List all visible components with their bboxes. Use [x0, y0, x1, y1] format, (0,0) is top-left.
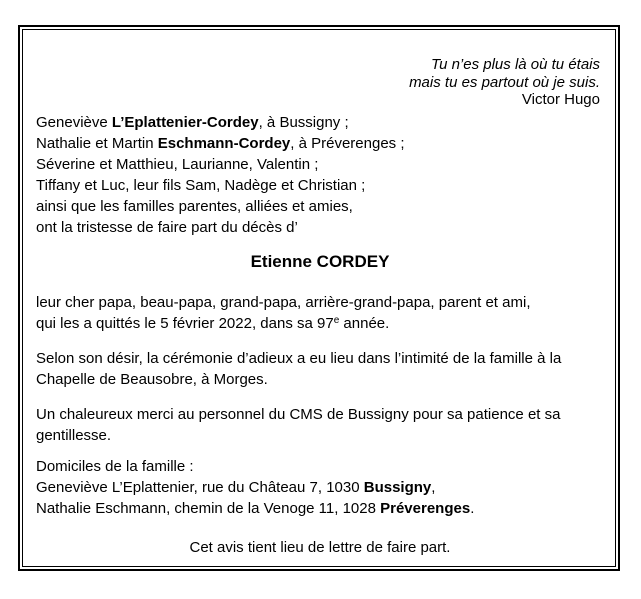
family-line-1 — [36, 112, 604, 133]
announcement-frame — [18, 25, 620, 571]
tribute-paragraph — [36, 292, 604, 334]
tribute-line-1: leur cher papa, beau-papa, grand-papa, arrière-grand-papa, parent et ami, — [36, 293, 531, 311]
ceremony-paragraph: Selon son désir, la cérémonie d’adieux a eu lieu dans l’intimité de la famille à la Chapelle de Beausobre, à Morges. — [36, 349, 562, 388]
family-line-2-pre: Nathalie et Martin — [36, 134, 158, 152]
tribute-line-2 — [36, 313, 604, 334]
domicile-line-2-pre: Nathalie Eschmann, chemin de la Venoge 11, 1028 — [36, 499, 381, 517]
domicile-line-1-pre: Geneviève L’Eplattenier, rue du Château 7, 1030 — [36, 478, 364, 496]
thanks-paragraph: Un chaleureux merci au personnel du CMS de Bussigny pour sa patience et sa gentillesse. — [36, 405, 561, 444]
family-line-1-pre: Geneviève — [36, 113, 112, 131]
epigraph — [36, 56, 604, 109]
announcement-inner-frame — [22, 29, 616, 567]
domicile-line-1 — [36, 477, 604, 498]
family-line-6: ont la tristesse de faire part du décès d’ — [36, 218, 298, 236]
epigraph-line-2: mais tu es partout où je suis. — [409, 73, 600, 91]
family-line-2-surname: Eschmann-Cordey — [157, 134, 291, 152]
domicile-line-2 — [36, 498, 604, 519]
family-line-1-surname: L’Eplattenier-Cordey — [111, 113, 259, 131]
epigraph-author: Victor Hugo — [521, 91, 600, 108]
domicile-line-1-post: , — [431, 478, 436, 496]
domiciles-section — [36, 456, 604, 519]
domicile-line-2-post: . — [470, 499, 475, 517]
tribute-line-2-post: année. — [339, 314, 390, 332]
family-line-3: Séverine et Matthieu, Laurianne, Valentin ; — [36, 155, 319, 173]
tribute-line-2-pre: qui les a quittés le 5 février 2022, dans sa 97 — [36, 314, 334, 332]
epigraph-line-1: Tu n’es plus là où tu étais — [431, 56, 600, 73]
domiciles-header: Domiciles de la famille : — [36, 457, 194, 475]
ordinal-superscript: e — [333, 314, 340, 326]
family-list — [36, 112, 604, 238]
deceased-name: Etienne CORDEY — [250, 251, 390, 271]
family-line-4: Tiffany et Luc, leur fils Sam, Nadège et Christian ; — [36, 176, 366, 194]
domicile-line-2-city: Préverenges — [380, 499, 471, 517]
closing-line: Cet avis tient lieu de lettre de faire part. — [189, 538, 451, 556]
family-line-5: ainsi que les familles parentes, alliées et amies, — [36, 197, 353, 215]
domicile-line-1-city: Bussigny — [363, 478, 432, 496]
family-line-1-post: , à Bussigny ; — [258, 113, 349, 131]
family-line-2-post: , à Préverenges ; — [290, 134, 405, 152]
family-line-2 — [36, 133, 604, 154]
